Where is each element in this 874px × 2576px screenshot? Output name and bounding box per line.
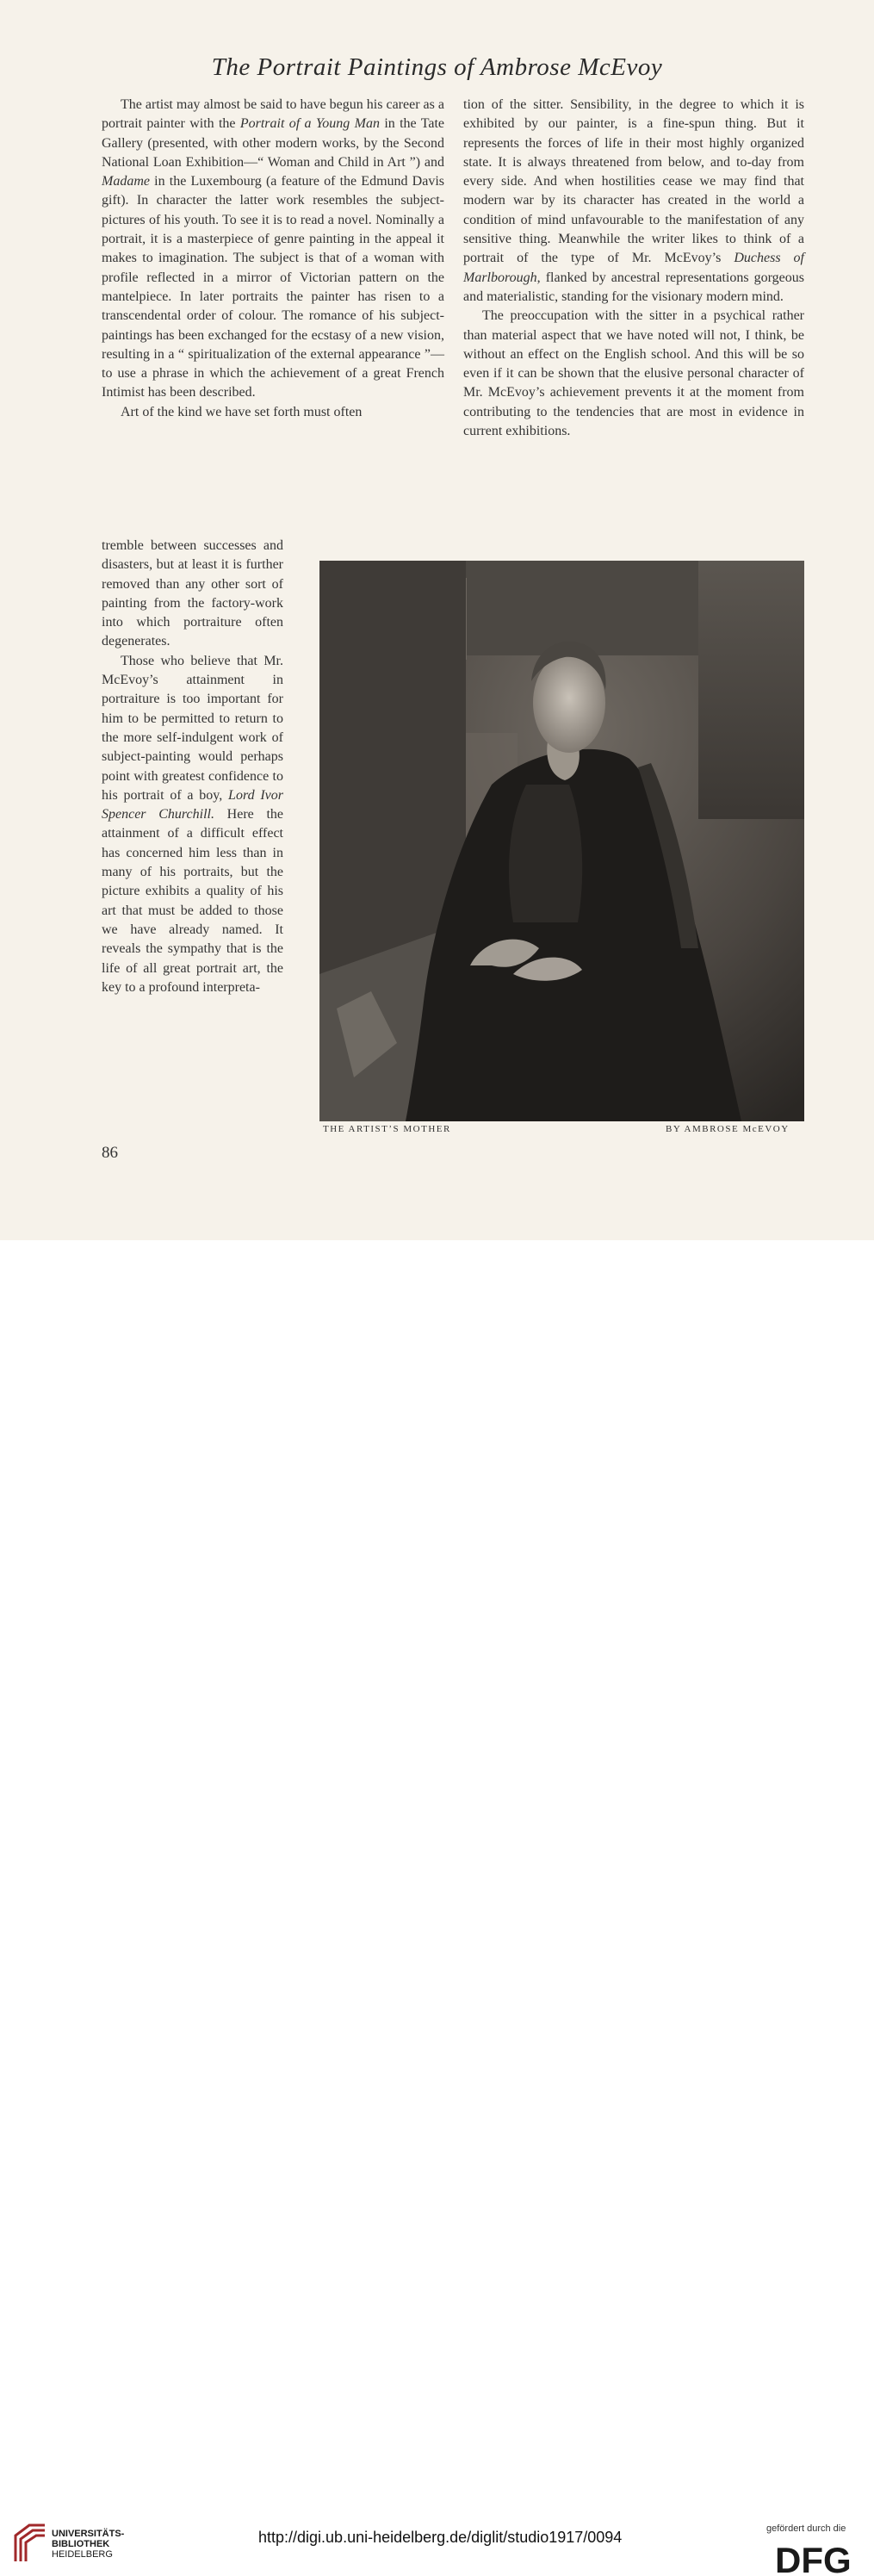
running-header: The Portrait Paintings of Ambrose McEvoy	[211, 53, 663, 81]
library-name: UNIVERSITÄTS- BIBLIOTHEK HEIDELBERG	[52, 2529, 125, 2560]
scanned-page	[0, 0, 874, 1240]
figure-caption-artist: BY AMBROSE McEVOY	[666, 1124, 790, 1134]
paragraph: tion of the sitter. Sensibility, in the degree to which it is exhibited by our painter, is a fine-spun thing. But it represents the forces of life in their most highly organized state. It is always threatened from below, and to-day from every side. And when hostilities cease we may find that modern war by its character has created in the world a condition of mind unfavourable to the manifestation of any sensitive thing. Meanwhile the writer likes to think of a portrait of the type of Mr. McEvoy’s Duchess of Marlborough, flanked by ancestral representations gorgeous and materialistic, standing for the visionary modern mind.	[463, 97, 805, 304]
funded-by-label: gefördert durch die	[766, 2523, 846, 2534]
paragraph: Art of the kind we have set forth must often	[121, 404, 363, 419]
figure-caption-title: THE ARTIST’S MOTHER	[323, 1124, 451, 1134]
portrait-painting	[319, 561, 804, 1121]
paragraph: The artist may almost be said to have begun his career as a portrait painter with the Portrait of a Young Man in the Tate Gallery (presented, with other modern works, by the Second National Loan Exhibition—“ Woman and Child in Art ”) and Madame in the Luxembourg (a feature of the Edmund Davis gift). In character the latter work resembles the subject-pictures of his youth. To see it is to read a novel. Nominally a portrait, it is a masterpiece of genre painting in the appeal it makes to imagination. The subject is that of a woman with profile reflected in a mirror of Victorian pattern on the mantelpiece. In later portraits the painter has risen to a transcendental order of colour. The romance of his subject-paintings has been exchanged for the ecstasy of a new vision, resulting in a “ spiritualization of the external appearance ”—to use a phrase in which the achievement of a great French Intimist has been described.	[102, 97, 445, 400]
right-column-text	[463, 96, 804, 441]
paragraph: Those who believe that Mr. McEvoy’s attainment in portraiture is too important for him to be permitted to return to the more self-indulgent work of subject-painting would perhaps point with greatest confidence to his portrait of a boy, Lord Ivor Spencer Churchill. Here the attainment of a difficult effect has concerned him less than in many of his portraits, but the picture exhibits a quality of his art that must be added to those we have already named. It reveals the sympathy that is the life of all great portrait art, the key to a profound interpreta-	[102, 653, 284, 995]
page-number: 86	[102, 1144, 118, 1162]
footer-bar	[0, 1240, 874, 2576]
paragraph-continued: tremble between successes and disasters, but at least it is further removed than any other sort of painting from the factory-work into which portraiture often degenerates.	[102, 538, 283, 649]
dfg-logo	[773, 2540, 863, 2576]
university-library-logo	[12, 2523, 48, 2567]
source-url-link[interactable]: http://digi.ub.uni-heidelberg.de/diglit/studio1917/0094	[258, 2529, 623, 2546]
paragraph: The preoccupation with the sitter in a psychical rather than material aspect that we have noted will not, I think, be without an effect on the English school. And this will be so even if it can be shown that the elusive personal character of Mr. McEvoy’s achievement prevents it at the moment from contributing to the tendencies that are most in evidence in current exhibitions.	[463, 308, 804, 439]
left-column-text	[102, 96, 444, 422]
left-column-narrow-text	[102, 537, 283, 997]
dfg-logo-text: DFG	[775, 2540, 852, 2576]
